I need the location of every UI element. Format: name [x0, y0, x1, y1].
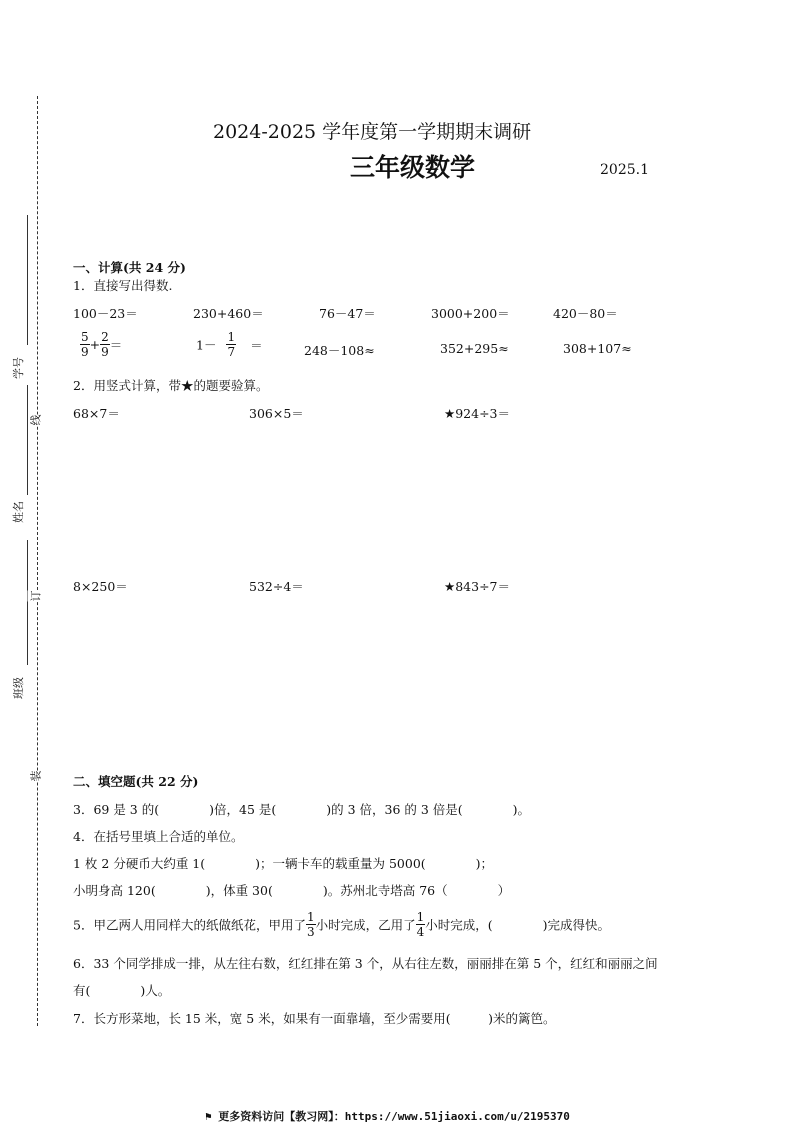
binding-dashed-line [37, 96, 38, 1026]
calc-2: 230+460＝ [193, 306, 264, 321]
binding-label-staple: 订 [29, 590, 43, 602]
vertical-calc-1: 68×7＝ [73, 406, 120, 421]
question5-text-c: 小时完成，( )完成得快。 [425, 917, 611, 933]
vertical-calc-4: 8×250＝ [73, 579, 128, 594]
exam-date: 2025.1 [600, 162, 649, 178]
binding-label-name: 姓名 [12, 501, 25, 523]
numerator: 1 [416, 910, 425, 924]
question5-text-b: 小时完成，乙用了 [315, 917, 416, 933]
calc-3: 76－47＝ [319, 306, 376, 321]
binding-label-class: 班级 [12, 677, 25, 699]
calc-5: 420－80＝ [553, 306, 618, 321]
plus-sign: + [89, 337, 101, 352]
question4-label: 4．在括号里填上合适的单位。 [73, 829, 244, 844]
equals-sign: ＝ [109, 337, 123, 353]
fraction [80, 330, 90, 359]
calc-fraction-1 [80, 330, 122, 359]
calc-estimate-3: 308+107≈ [563, 341, 632, 356]
binding-field-line-1 [27, 215, 28, 345]
vertical-calc-5: 532÷4＝ [249, 579, 304, 594]
calc-1: 100－23＝ [73, 306, 138, 321]
exam-subtitle: 三年级数学 [350, 153, 476, 182]
fraction [226, 330, 236, 359]
section2-heading: 二、填空题(共 22 分) [73, 774, 199, 789]
denominator: 9 [81, 345, 89, 359]
denominator: 3 [306, 925, 315, 939]
binding-field-line-3 [27, 540, 28, 665]
numerator: 2 [101, 330, 109, 344]
flag-icon: ⚑ [205, 1110, 212, 1123]
equals-sign: ＝ [250, 337, 263, 353]
fraction [100, 330, 110, 359]
vertical-calc-3: ★924÷3＝ [444, 406, 510, 421]
denominator: 4 [416, 925, 425, 939]
question1-label: 1．直接写出得数. [73, 278, 173, 293]
binding-field-line-2 [27, 385, 28, 495]
question2-label: 2．用竖式计算，带★的题要验算。 [73, 378, 269, 393]
fraction [416, 910, 426, 939]
question4-line2: 小明身高 120( )，体重 30( )。苏州北寺塔高 76（ ） [73, 883, 511, 898]
question7: 7．长方形菜地，长 15 米，宽 5 米，如果有一面靠墙，至少需要用( )米的篱笆。 [73, 1011, 556, 1026]
numerator: 1 [227, 330, 236, 344]
calc-estimate-2: 352+295≈ [440, 341, 509, 356]
calc-fraction-2 [196, 330, 263, 359]
calc-4: 3000+200＝ [431, 306, 510, 321]
calc-estimate-1: 248－108≈ [304, 343, 375, 358]
section1-heading: 一、计算(共 24 分) [73, 260, 186, 275]
numerator: 1 [306, 910, 315, 924]
footer-text: 更多资料访问【教习网】：https://www.51jiaoxi.com/u/2195370 [218, 1110, 570, 1123]
footer-link[interactable] [205, 1108, 570, 1124]
question5-text-a: 5．甲乙两人用同样大的纸做纸花，甲用了 [73, 917, 306, 933]
vertical-calc-2: 306×5＝ [249, 406, 304, 421]
vertical-calc-6: ★843÷7＝ [444, 579, 510, 594]
binding-label-bind: 装 [29, 770, 43, 782]
denominator: 9 [101, 345, 109, 359]
question6-line1: 6．33 个同学排成一排，从左往右数，红红排在第 3 个，从右往左数，丽丽排在第 5 个，红红和丽丽之间 [73, 956, 658, 971]
denominator: 7 [227, 345, 236, 359]
calc-prefix: 1－ [196, 337, 217, 353]
binding-label-line: 线 [29, 414, 43, 426]
exam-title: 2024-2025 学年度第一学期期末调研 [213, 121, 532, 143]
fraction [306, 910, 316, 939]
question6-line2: 有( )人。 [73, 983, 171, 998]
question3: 3．69 是 3 的( )倍，45 是( )的 3 倍，36 的 3 倍是( )。 [73, 802, 531, 817]
binding-label-student-id: 学号 [12, 357, 25, 379]
question4-line1: 1 枚 2 分硬币大约重 1( )；一辆卡车的载重量为 5000( )； [73, 856, 494, 871]
question5 [73, 910, 610, 939]
numerator: 5 [81, 330, 89, 344]
